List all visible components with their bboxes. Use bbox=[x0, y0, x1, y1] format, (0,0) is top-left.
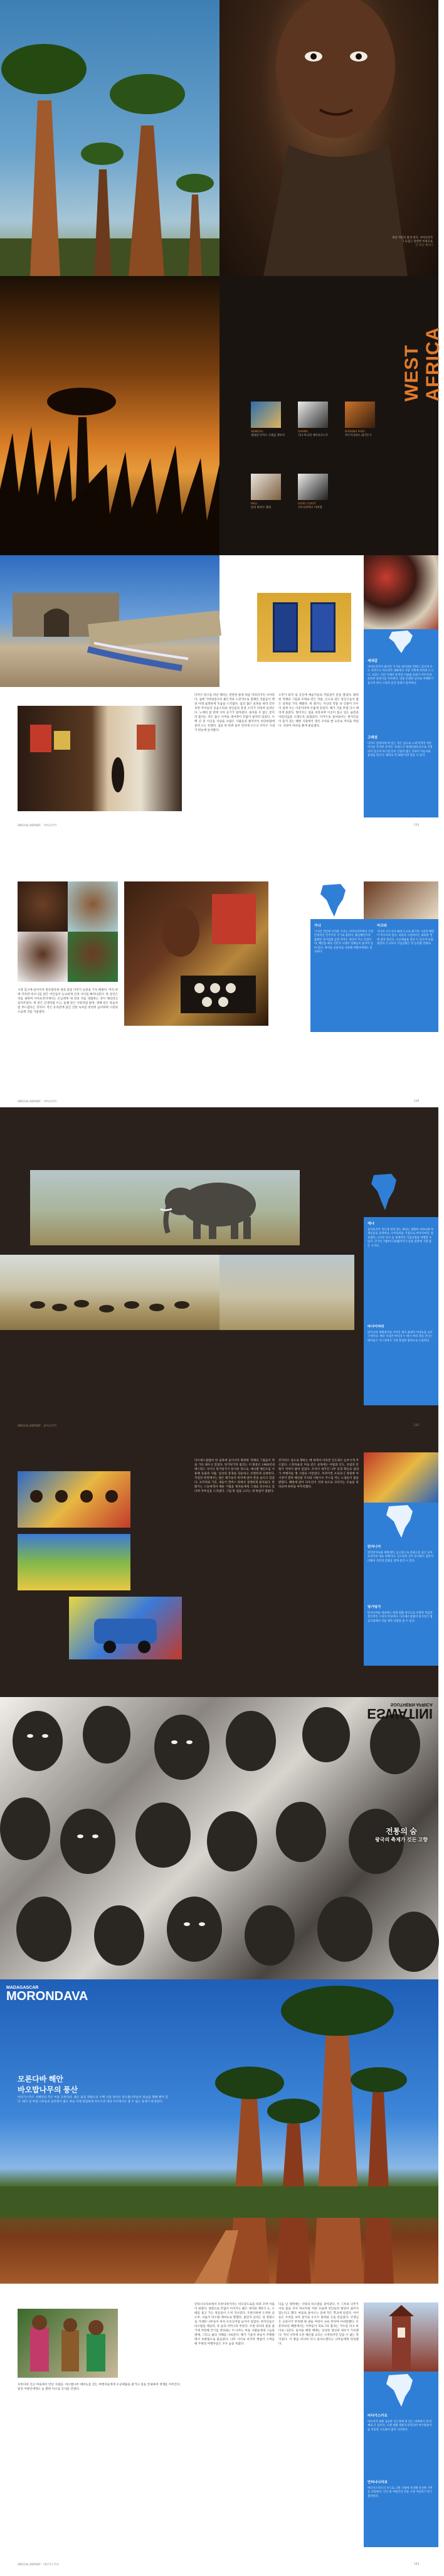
spread-morondava bbox=[0, 1979, 438, 2284]
spread-west-africa-intro bbox=[0, 0, 443, 555]
blue-door-photo bbox=[257, 593, 351, 662]
headline-block bbox=[18, 2073, 78, 2095]
painting-blue-photo bbox=[18, 1534, 130, 1590]
body-column-2: 오후가 되자 섬 곳곳에 예술가들의 작업실이 문을 열었다. 화려한 색채의 그림과 모래로 만든 작품, 손으로 엮은 장신구들이 좁은 골목을 가득 채웠다. 한 화가는 자신의 작품 속 인물이 모두 이 섬에 사는 이웃이라며 수줍게 웃었다. 해가 기울 무렵 다시 페리에 올랐다. 멀어지는 섬을 바라보며 이곳이 품고 있는 슬픔과 아름다움을 오래도록 곱씹었다. 다카르로 돌아와서는 현지인들이 즐겨 찾는 해변 식당에서 생선 구이와 쌀 요리로 저녁을 먹었다. 석양이 바다를 붉게 물들였다. bbox=[278, 694, 359, 728]
africa-map bbox=[364, 2371, 438, 2409]
sidebar-text-block: 동아프리카 적도에 걸쳐 있는 케냐는 광활한 사바나와 야생동물로 유명하다. 나이로비를 거점으로 마사이마라, 암보셀리, 나쿠루 호수 등 세계적인 국립공원을 여행할 수 있다. 건기인 7월부터 10월까지가 동물 관찰에 가장 좋은 시기다. bbox=[367, 1228, 434, 1248]
sidebar-text-block-2: 가나의 수도이자 최대 도시로 활기찬 시장과 해변이 어우러져 있다. 마콜라 시장에서는 화려한 켄테 천과 향신료, 수공예품을 만날 수 있으며 독립 광장과 은크루마 기념공원은 꼭 들러볼 만하다. bbox=[377, 930, 435, 946]
grid-sub-2: 부르키나파소 와가두구 bbox=[345, 434, 372, 437]
beads-photo bbox=[364, 555, 438, 629]
portrait-grid-photo bbox=[18, 881, 118, 982]
sidebar-heading-2: 고레섬 bbox=[367, 736, 378, 740]
sidebar-text-block: 아프리카 대륙 남동쪽 인도양에 떠 있는 세계에서 네 번째로 큰 섬이다. 오랜 세월 대륙과 분리되어 여우원숭이를 비롯한 고유종이 많이 서식한다. bbox=[367, 2420, 432, 2432]
savanna-photo bbox=[219, 1255, 354, 1330]
herd-photo bbox=[0, 1255, 219, 1330]
fortress-photo bbox=[0, 555, 219, 687]
section-title: WEST AFRICA bbox=[401, 326, 443, 402]
elephant-photo bbox=[30, 1170, 300, 1245]
car-illustration bbox=[69, 1597, 182, 1659]
spread-ghana bbox=[0, 831, 438, 1107]
tea-ceremony-photo bbox=[124, 881, 268, 1026]
painting-illustration bbox=[18, 1471, 130, 1528]
africa-map bbox=[364, 629, 438, 654]
headline-2: 왕국의 축제가 깃든 고향 bbox=[375, 1837, 428, 1843]
church-tower-photo bbox=[364, 2302, 438, 2371]
grid-label-0: SENEGAL bbox=[251, 430, 264, 434]
sidebar-text-block: 기니만 연안에 자리한 가나는 서아프리카에서 가장 안정적인 민주주의 국가로 꼽힌다. 황금해안이라 불렸던 과거답게 금과 카카오 생산이 주요 산업이며, 해안을 따라 식민지 시대의 성채들이 줄지어 남아 있다. 영어를 공용어로 사용해 여행자에게도 친숙하다. bbox=[314, 930, 373, 954]
painting-market-photo bbox=[18, 1471, 130, 1528]
sidebar-heading: 가나 bbox=[314, 924, 321, 928]
info-sidebar bbox=[310, 919, 438, 1032]
spread-tanzania bbox=[0, 1434, 438, 1697]
title-big: ESWATINI bbox=[367, 1706, 433, 1722]
page-number: 135 bbox=[414, 1100, 420, 1103]
elephant-illustration bbox=[30, 1170, 300, 1245]
body-column-1: 다카르 항구를 떠난 페리는 잔잔한 물결 위를 미끄러지듯 나아갔다. 섬에 가까워질수록 붉은색과 노란색으로 칠해진 건물들이 햇살 아래 또렷하게 모습을 드러냈다. 섬의 좁은 골목을 따라 걷다 보면 아이들의 웃음소리와 상인들의 흥정 소리가 뒤섞여 들려온다. 노예의 집 앞에 서자 공기가 달라졌다. 돌아올 수 없는 문이라 불리는 작은 출구 너머로 대서양이 끝없이 펼쳐져 있었다. 수백 년 전 이곳을 지났을 수많은 사람들의 발자국이 바닷바람에 실려 오는 듯했다. 섬을 한 바퀴 돌아 언덕에 오르니 다카르 시내가 한눈에 들어왔다. bbox=[194, 694, 275, 732]
caption-text: 모론다바 인근 마을에서 만난 사람들. 바오밥나무 애비뉴를 찾는 여행자들에게 수공예품을 팔거나 길을 안내하며 생계를 이어간다. 낯선 이방인에게도 늘 환한 미소로 인사를 건넨다. bbox=[18, 2383, 181, 2391]
portrait-2 bbox=[68, 881, 118, 932]
footer-left: SPECIAL REPORT · 서아프리카 bbox=[18, 824, 57, 828]
spread-kenya bbox=[0, 1107, 438, 1434]
body-column-1: 시장 입구에 들어서자 알록달록한 천과 과일 더미가 눈앞을 가득 메웠다. 머리 위에 커다란 바구니를 얹은 여인들이 능숙하게 인파 사이를 빠져나갔다. 한 상인은 차를 권하며 서아프리카에서는 손님에게 세 잔의 차를 대접하는 것이 예의라고 일러주었다. 첫 잔은 인생처럼 쓰고, 둘째 잔은 사랑처럼 달며, 셋째 잔은 죽음처럼 부드럽다는 것이다. 작은 유리잔에 담긴 진한 녹차를 천천히 음미하며 시장의 소음에 귀를 기울였다. bbox=[18, 989, 118, 1014]
sidebar-heading-2: 팅가팅가 bbox=[367, 1605, 381, 1609]
portrait-3 bbox=[18, 932, 68, 982]
sunset-baobab-photo bbox=[0, 276, 219, 555]
title-block bbox=[339, 1702, 433, 1720]
child-portrait-photo bbox=[219, 0, 438, 276]
gallery-photo bbox=[18, 706, 182, 811]
baobab-trees-illustration bbox=[0, 0, 219, 276]
fortress-illustration bbox=[0, 555, 219, 687]
africa-map-icon bbox=[364, 629, 438, 654]
page-number: 133 bbox=[414, 824, 420, 827]
intro-line-1: 세상 저편의 원색 대지, 서아프리카 bbox=[392, 237, 433, 240]
intro-text: 마다가스카르 서해안의 작은 마을 모론다바. 붉은 흙길 양편으로 수백 년을 살아온 바오밥나무들이 하늘을 향해 뻗어 있다. 해가 질 무렵 나무들의 실루엣이 붉은 하늘 아래 장엄하게 떠오르면 세상 어디에서도 볼 수 없는 풍경이 완성된다. bbox=[18, 2096, 168, 2104]
sidebar-heading: 탄자니아 bbox=[367, 1545, 381, 1549]
africa-map-icon bbox=[364, 2371, 438, 2409]
info-sidebar bbox=[364, 654, 438, 817]
title-block bbox=[6, 1986, 88, 2003]
mask-photo bbox=[364, 1452, 438, 1503]
painting-car-photo bbox=[69, 1597, 182, 1659]
village-people-photo bbox=[18, 2309, 118, 2378]
spread-senegal bbox=[0, 555, 438, 831]
destination-grid bbox=[251, 402, 401, 540]
africa-map-icon bbox=[310, 881, 361, 919]
portrait-4 bbox=[68, 932, 118, 982]
sidebar-heading-2: 안타나나리보 bbox=[367, 2481, 388, 2484]
baobab-sky-photo bbox=[0, 0, 219, 276]
intro-caption bbox=[351, 237, 433, 248]
grid-sub-1: 가나 아크라 케이프코스트 bbox=[298, 434, 329, 437]
body-column-1: 안타나나리보에서 모론다바까지는 비포장도로를 따라 꼬박 이틀이 걸렸다. 창밖으로 끝없이 이어지는 붉은 대지와 계단식 논, 소 떼를 몰고 가는 목동들이 스쳐 지나갔다. 모론다바에 도착한 날 오후, 서둘러 바오밥 애비뉴로 향했다. 흙먼지 날리는 길 양편으로 거대한 나무들이 마치 수호신처럼 늘어서 있었다. 현지인들은 바오밥을 레날라, 즉 숲의 어머니라 부른다. 수천 리터의 물을 줄기에 저장해 건기를 견뎌내는 이 나무는 마을 사람들에게 그늘과 열매, 그리고 삶의 지혜를 나눠준다. 해가 기울자 하늘이 주황빛에서 보랏빛으로 물들었다. 나무 사이로 마지막 햇살이 스며들 때 주변의 여행자들은 모두 숨을 죽였다. bbox=[194, 2303, 275, 2346]
headline-1: 모론다바 해안 bbox=[18, 2075, 63, 2084]
africa-map bbox=[364, 1170, 408, 1214]
info-sidebar bbox=[364, 1217, 438, 1405]
blue-door-right bbox=[310, 602, 336, 652]
tower-illustration bbox=[364, 2302, 438, 2371]
portrait-1 bbox=[18, 881, 68, 932]
grid-photo-senegal bbox=[251, 402, 281, 428]
africa-map bbox=[364, 1503, 438, 1540]
sidebar-text-block-2: 탄자니아를 대표하는 현대 회화 양식으로 선명한 색감과 장식적인 구성이 특징이다. 다르에스살람의 팅가팅가 협동조합에서 작품 제작 과정을 볼 수 있다. bbox=[367, 1612, 433, 1623]
grid-photo-burkina bbox=[345, 402, 375, 428]
paintings-illustration bbox=[18, 706, 182, 811]
intro-line-2: 그 뜨겁고 찬란한 여정으로 bbox=[401, 240, 433, 243]
sidebar-heading-2: 아크라 bbox=[377, 924, 387, 928]
grid-sub-4: 코트디부아르 아비장 bbox=[298, 506, 322, 509]
title-big: MORONDAVA bbox=[6, 1989, 88, 2003]
page-number: 143 bbox=[414, 2563, 420, 2566]
grid-sub-0: 세네갈 다카르 고레섬 생루이 bbox=[251, 434, 285, 437]
grid-label-1: GHANA bbox=[298, 430, 308, 434]
intro-sub: 글·사진 에디터 bbox=[415, 244, 433, 247]
title-small: SOUTHERN AFRICA bbox=[390, 1702, 433, 1706]
blue-door-left bbox=[273, 602, 298, 652]
people-illustration bbox=[18, 2309, 118, 2378]
info-sidebar bbox=[364, 1540, 438, 1666]
grid-photo-ghana bbox=[298, 402, 328, 428]
spread-eswatini bbox=[0, 1697, 438, 1979]
grid-photo-ivory bbox=[298, 474, 328, 500]
africa-map-icon bbox=[364, 1503, 438, 1540]
child-face-illustration bbox=[219, 0, 438, 276]
sidebar-heading: 케냐 bbox=[367, 1222, 374, 1226]
headline-block bbox=[370, 1826, 433, 1843]
herd-illustration bbox=[0, 1255, 219, 1330]
footer-left: SPECIAL REPORT · 서아프리카 bbox=[18, 1100, 57, 1104]
headline-2: 바오밥나무의 풍산 bbox=[18, 2085, 78, 2094]
grid-label-3: MALI bbox=[251, 503, 258, 506]
body-column-1: 다르에스살람의 한 골목에 들어서자 화려한 색채의 그림들이 벽을 가득 채우고 있었다. 팅가팅가라 불리는 이 화풍은 1960년대 에드워드 사이디 팅가팅가가 창시한 것으로, 에나멜 페인트를 사용해 동물과 사람, 일상의 풍경을 단순하고 선명하게 표현한다. 작업장 한켠에서는 젊은 화가들이 바닥에 앉아 붓을 놀리고 있었다. 코끼리와 기린, 새들이 캔버스 위에서 생생하게 살아났다. 한 화가는 스승에게서 배운 기법을 제자들에게 그대로 전수하고 있다며 자부심을 드러냈다. 그림 한 점을 고르는 데 한참이 걸렸다. bbox=[194, 1459, 275, 1493]
page-number: 137 bbox=[414, 1424, 420, 1427]
sidebar-heading: 세네갈 bbox=[367, 659, 378, 663]
africa-map-icon bbox=[364, 1170, 408, 1214]
headline-1: 전통의 숨 bbox=[386, 1827, 417, 1836]
sidebar-text-block: 킬리만자로와 세렝게티, 응고롱고로 분화구를 품은 동아프리카의 대표 여행지다. 인도양의 진주 잔지바르 섬까지 더해져 자연과 문화를 함께 즐길 수 있다. bbox=[367, 1551, 434, 1563]
body-column-2: 잔지바르 섬으로 향하는 배 위에서 바라본 인도양은 눈부시게 푸르렀다. 스톤타운의 미로 같은 골목에는 아랍과 인도, 유럽의 문화가 켜켜이 쌓여 있었다. 조각이 새겨진 나무 문과 향신료 냄새가 여행자를 옛 시절로 이끌었다. 저녁이면 포로다니 정원에 야시장이 열려 해산물 꼬치와 사탕수수 주스를 파는 노점들이 불을 밝혔다. 해변에 앉아 다우선이 석양 속으로 사라지는 모습을 바라보며 하루를 마무리했다. bbox=[278, 1459, 359, 1489]
footer-left: SPECIAL REPORT · 마다가스카르 bbox=[18, 2563, 60, 2567]
grid-label-4: IVORY COAST bbox=[298, 503, 316, 506]
sidebar-text-block: 서아프리카의 최서단 국가로 대서양을 면하고 있으며 수도 다카르는 아프리카 대륙에서 가장 서쪽에 위치한 도시다. 프랑스 식민 지배의 흔적과 이슬람 문화가 어우러져 독특한 분위기를 자아낸다. 연중 온화한 날씨로 여행하기 좋으며 현지 시장과 음악 문화가 풍부하다. bbox=[367, 666, 434, 685]
info-sidebar bbox=[364, 2409, 438, 2547]
grid-photo-mali bbox=[251, 474, 281, 500]
sidebar-text-block-2: 다카르 앞바다에 떠 있는 작은 섬으로 노예 무역의 아픈 역사를 간직한 곳이다. 유네스코 세계문화유산으로 지정되어 있으며 파스텔 톤의 건물과 좁은 골목이 아름다운 풍경을 만든다. 페리로 약 20분이면 닿을 수 있다. bbox=[367, 742, 433, 758]
hands-photo bbox=[364, 881, 438, 919]
africa-map bbox=[310, 881, 361, 919]
footer-left: SPECIAL REPORT · 동아프리카 bbox=[18, 1425, 57, 1428]
grid-sub-3: 말리 바마코 젠네 bbox=[251, 506, 271, 509]
sidebar-text-block-2: 마다가스카르의 수도로 고원 지대에 자리해 선선한 기후를 자랑한다. 언덕 위 여왕궁과 전통 시장 아날라ケ리가 볼만하다. bbox=[367, 2487, 433, 2498]
spread-madagascar bbox=[0, 2284, 438, 2576]
body-column-2: 다음 날 새벽에는 사랑의 바오밥을 찾아갔다. 두 그루의 나무가 서로 몸을 꼬아 하나처럼 자란 모습에 연인들의 발길이 끊이지 않는다고 했다. 마을로 돌아오는 길에 작은 학교에 들렀다. 아이들은 우리를 보자 창가로 우르르 몰려와 손을 흔들었다. 선생님은 교과서가 부족해 한 권을 여럿이 나눠 본다며 아쉬워했다. 모론다바의 해변에서는 어부들이 피로그라 불리는 카누를 타고 바다로 나갔다. 돌아올 때면 배에는 싱싱한 생선과 새우가 가득했다. 저녁 식탁에 오른 해산물 요리는 소박하지만 잊을 수 없는 맛이었다. 이 땅을 떠나며 다시 돌아오겠다고 나무들에게 약속했다. bbox=[278, 2303, 359, 2346]
sidebar-heading: 마다가스카르 bbox=[367, 2414, 388, 2418]
title-small: MADAGASCAR bbox=[6, 1986, 39, 1990]
grid-label-2: BURKINA FASO bbox=[345, 430, 365, 434]
sunset-silhouette-illustration bbox=[0, 276, 219, 555]
sidebar-text-block-2: 탄자니아 세렝게티와 이어진 케냐 최대의 야생동물 보호구역이다. 매년 수십만 마리의 누 떼가 마라 강을 건너는 대이동은 지구상에서 가장 장엄한 광경으로 손꼽힌다. bbox=[367, 1331, 433, 1343]
sidebar-heading-2: 마사이마라 bbox=[367, 1325, 384, 1329]
tea-illustration bbox=[124, 881, 268, 1026]
